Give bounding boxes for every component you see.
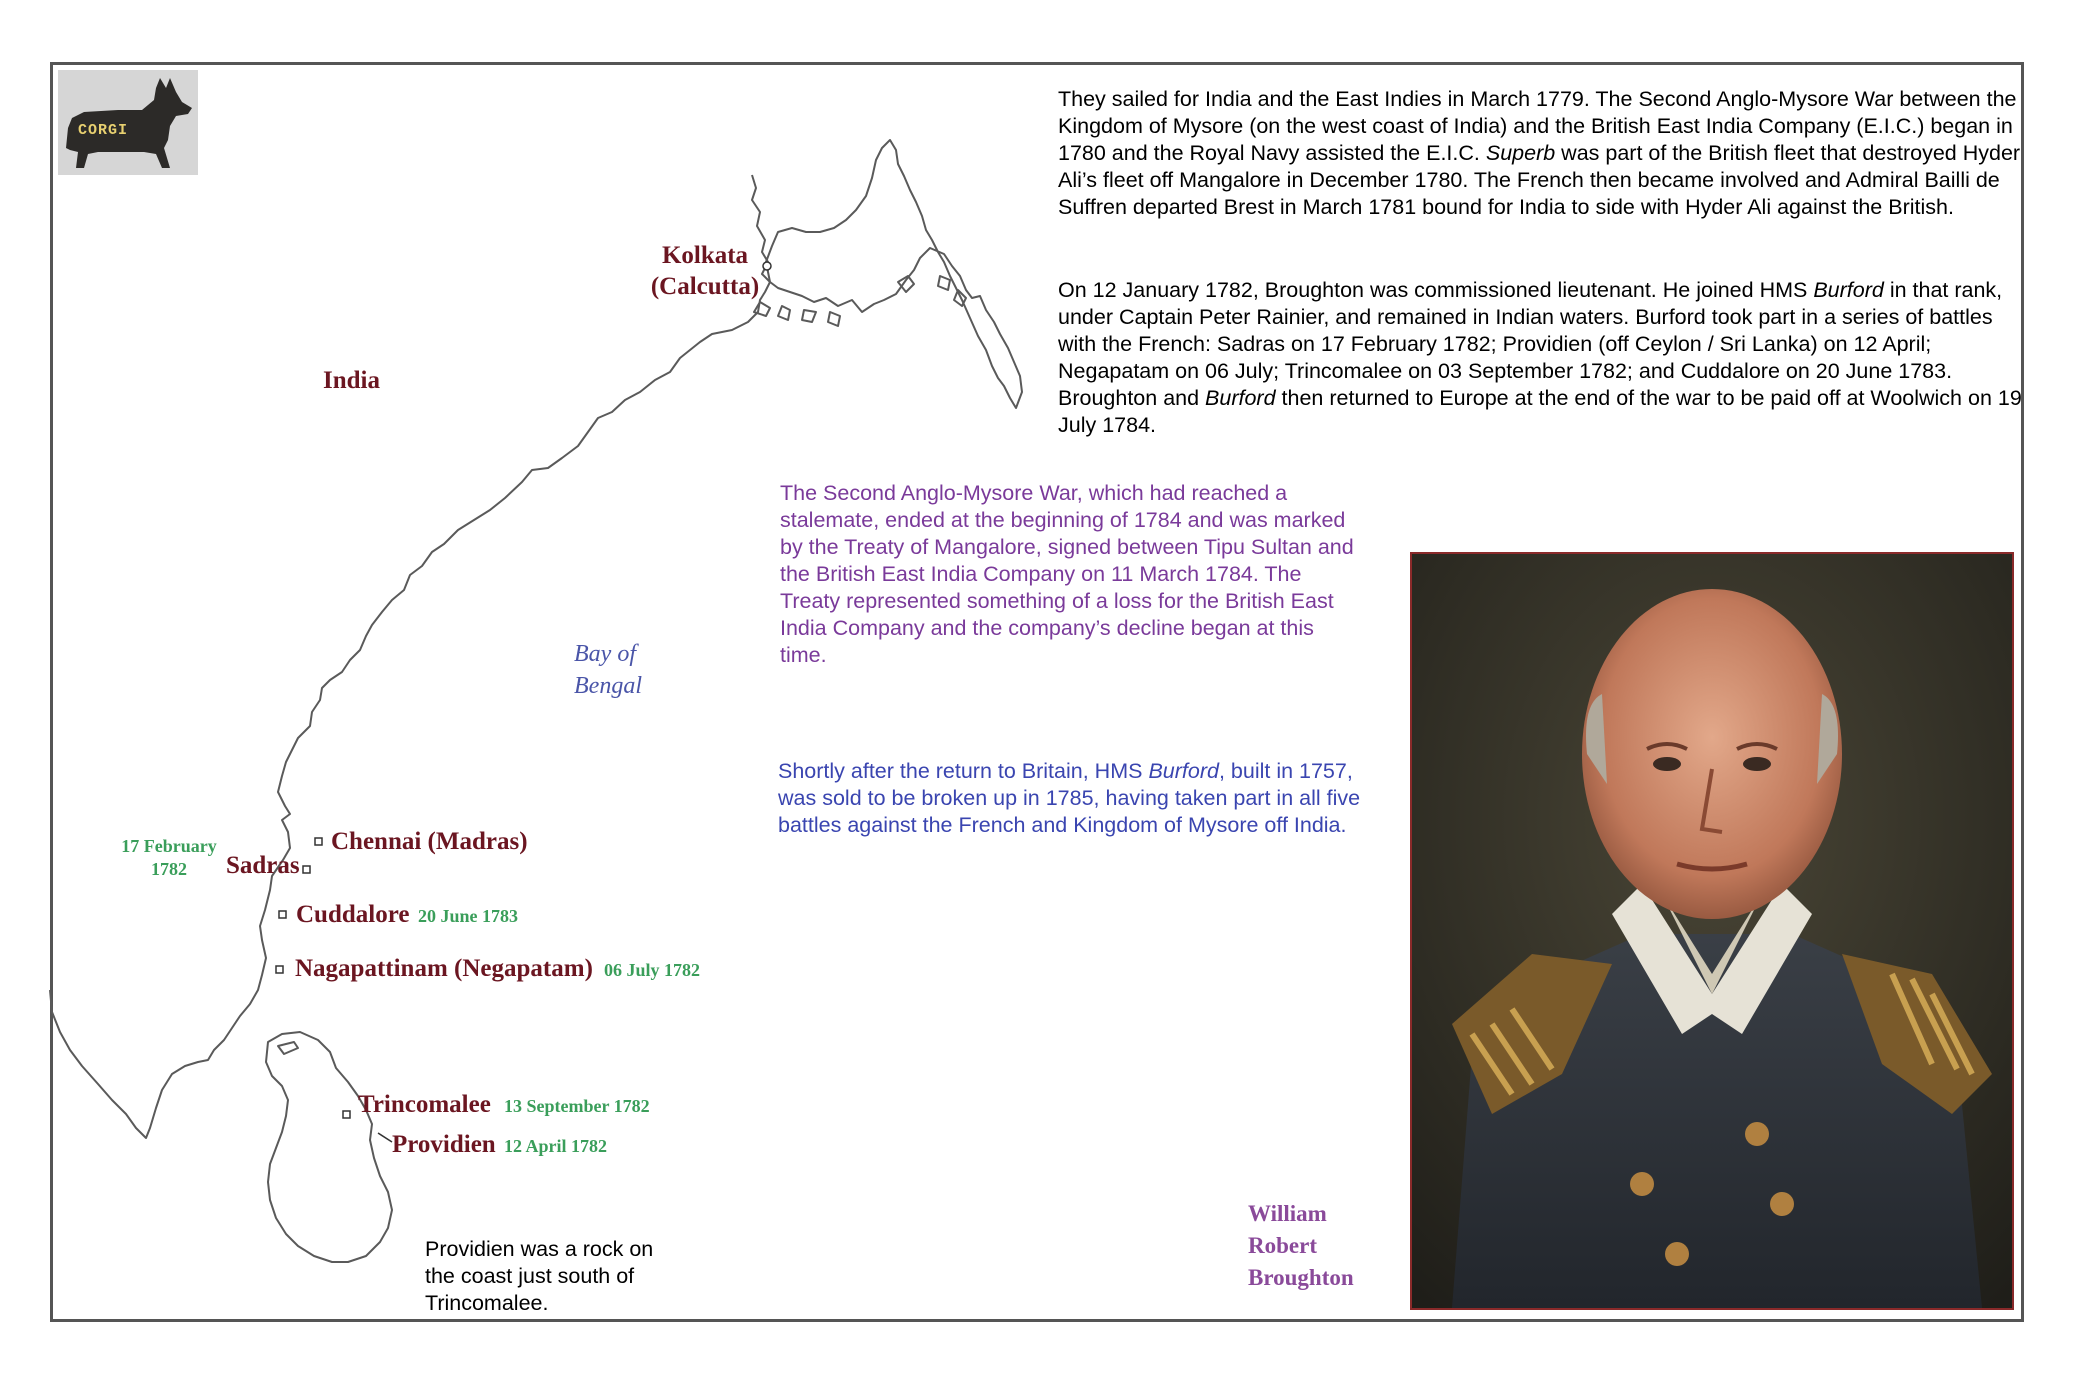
cuddalore-marker — [279, 911, 286, 918]
ship-name-burford: Burford — [1205, 386, 1276, 410]
trincomalee-marker — [343, 1111, 350, 1118]
providien-pointer — [378, 1133, 392, 1142]
paragraph-voyage: They sailed for India and the East Indies in March 1779. The Second Anglo-Mysore War between the Kingdom of Mysore (on the west coast of India) and the British East India Company (E.I.C.) began in 1780 and the Royal Navy assisted the E.I.C. Superb was part of the British fleet that destroyed Hyder Ali’s fleet off Mangalore in December 1780. The French then became involved and Admiral Bailli de Suffren departed Brest in March 1781 bound for India to side with Hyder Ali against the British. — [1058, 87, 2021, 219]
corgi-logo — [58, 70, 198, 175]
portrait-painting — [1412, 554, 2012, 1308]
paragraph-battles: On 12 January 1782, Broughton was commissioned lieutenant. He joined HMS Burford in that rank, under Captain Peter Rainier, and remained in Indian waters. Burford took part in a series of battles with the French: Sadras on 17 February 1782; Providien (off Ceylon / Sri Lanka) on 12 April; Negapatam on 06 July; Trincomalee on 03 September 1782; and Cuddalore on 20 June 1783. Broughton and Burford then returned to Europe at the end of the war to be paid off at Woolwich on 19 July 1784. — [1058, 278, 2022, 437]
ship-name-burford: Burford — [1813, 278, 1884, 302]
nagapattinam-date: 06 July 1782 — [604, 960, 701, 980]
ship-name-burford: Burford — [1148, 759, 1219, 783]
providien-note: Providien was a rock on the coast just south of Trincomalee. — [425, 1237, 654, 1315]
cuddalore-date: 20 June 1783 — [418, 906, 519, 926]
nagapattinam-marker — [276, 966, 283, 973]
chennai-marker — [315, 838, 322, 845]
paragraph-treaty: The Second Anglo-Mysore War, which had reached a stalemate, ended at the beginning of 1784 and was marked by the Treaty of Mangalore, signed between Tipu Sultan and the British East India Company on 11 March 1784. The Treaty represented something of a loss for the British East India Company and the company’s decline began at this time. — [780, 481, 1354, 667]
sadras-date: 17 February 1782 — [121, 836, 217, 880]
paragraph-burford-fate: Shortly after the return to Britain, HMS Burford, built in 1757, was sold to be broken up in 1785, having taken part in all five battles against the French and Kingdom of Mysore off India. — [778, 759, 1361, 837]
india-label: India — [323, 367, 380, 394]
sadras-label: Sadras — [226, 852, 300, 879]
sri-lanka — [266, 1032, 392, 1262]
providien-date: 12 April 1782 — [504, 1136, 608, 1156]
sadras-marker — [303, 866, 310, 873]
portrait-william-robert-broughton — [1410, 552, 2014, 1310]
cuddalore-label: Cuddalore — [296, 901, 410, 928]
kolkata-label: Kolkata (Calcutta) — [650, 242, 760, 301]
india-east-coast — [50, 282, 770, 1138]
logo-text: CORGI — [78, 122, 129, 139]
nagapattinam-label: Nagapattinam (Negapatam) — [295, 955, 593, 982]
kolkata-marker — [763, 262, 771, 270]
trincomalee-date: 13 September 1782 — [504, 1096, 650, 1116]
providien-label: Providien — [392, 1131, 496, 1158]
portrait-caption: William Robert Broughton — [1248, 1201, 1354, 1290]
trincomalee-label: Trincomalee — [358, 1091, 491, 1118]
chennai-label: Chennai (Madras) — [331, 828, 528, 855]
bay-of-bengal-label: Bay of Bengal — [574, 641, 642, 699]
ganges-delta — [766, 140, 1022, 408]
ship-name-superb: Superb — [1485, 141, 1556, 165]
